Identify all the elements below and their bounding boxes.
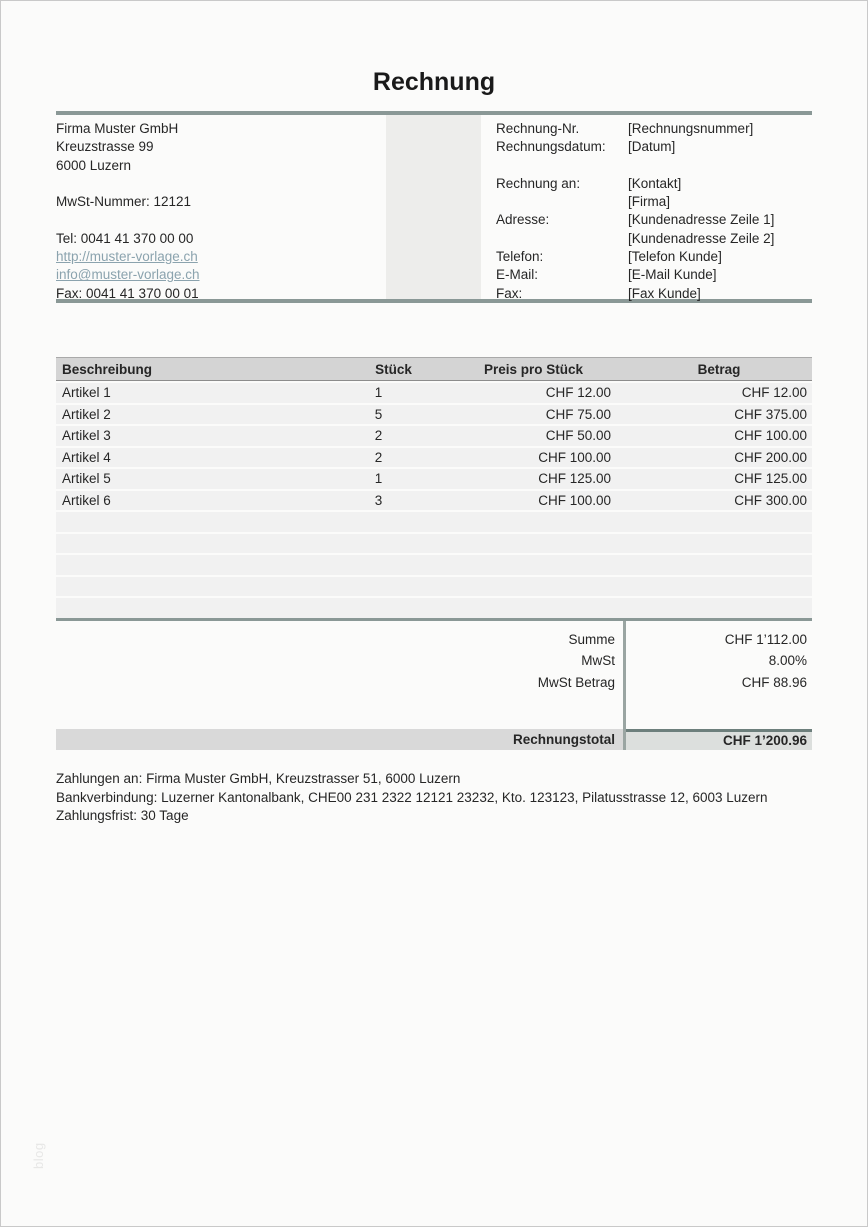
sender-line: MwSt-Nummer: 12121: [56, 194, 192, 210]
cell-qty: [331, 598, 426, 618]
meta-row: [496, 193, 812, 211]
sender-line: [56, 266, 386, 284]
sender-line: Tel: 0041 41 370 00 00: [56, 230, 194, 246]
meta-label: [496, 193, 628, 211]
watermark: blog: [31, 1142, 46, 1169]
meta-value: [Fax Kunde]: [628, 285, 701, 301]
summary-label: MwSt Betrag: [537, 674, 615, 690]
cell-qty: [331, 534, 426, 554]
sender-line: 6000 Luzern: [56, 157, 132, 173]
sender-line: [56, 248, 386, 266]
sender-line: Firma Muster GmbH: [56, 121, 179, 136]
cell-amount: CHF 300.00: [734, 492, 807, 508]
total-row: [56, 729, 812, 750]
cell-description: Artikel 4: [62, 449, 111, 465]
cell-unit-price: CHF 100.00: [538, 449, 611, 465]
meta-row: [496, 248, 812, 266]
cell-qty: 5: [374, 406, 383, 422]
items-table-body: [56, 383, 812, 618]
meta-label: Fax:: [496, 285, 523, 301]
meta-label: E-Mail:: [496, 267, 539, 283]
meta-row: [496, 175, 812, 193]
summary-value: CHF 1’112.00: [724, 631, 807, 647]
cell-amount: CHF 200.00: [734, 449, 807, 465]
table-row: [56, 426, 812, 446]
meta-label: [496, 157, 628, 175]
summary-label: Summe: [568, 631, 615, 647]
cell-description: [56, 512, 331, 532]
cell-amount: [621, 598, 812, 618]
header-betrag: Betrag: [697, 362, 741, 377]
cell-amount: CHF 12.00: [741, 385, 807, 400]
sender-line: Fax: 0041 41 370 00 01: [56, 285, 199, 301]
sender-line: Kreuzstrasse 99: [56, 139, 154, 155]
cell-amount: CHF 125.00: [734, 471, 807, 486]
meta-value: [E-Mail Kunde]: [628, 267, 717, 283]
table-row: [56, 469, 812, 489]
summary-rows: [56, 629, 812, 694]
cell-unit-price: [426, 534, 621, 554]
sender-line: [56, 211, 386, 229]
cell-amount: [621, 555, 812, 575]
table-row-empty: [56, 577, 812, 597]
table-row-empty: [56, 598, 812, 618]
summary-value: 8.00%: [768, 653, 807, 668]
cell-qty: [331, 512, 426, 532]
meta-row: [496, 120, 812, 138]
header-stueck: Stück: [375, 362, 412, 377]
cell-description: Artikel 2: [62, 406, 111, 422]
table-row-empty: [56, 534, 812, 554]
items-table-header: [56, 357, 812, 381]
cell-description: [56, 555, 331, 575]
cell-description: Artikel 5: [62, 471, 111, 486]
meta-value: [Kundenadresse Zeile 2]: [628, 230, 775, 246]
meta-value: [Telefon Kunde]: [628, 249, 722, 265]
meta-row: [496, 230, 812, 248]
cell-unit-price: CHF 100.00: [538, 492, 611, 508]
summary-row: [56, 629, 812, 651]
meta-value: [Datum]: [628, 139, 676, 155]
cell-unit-price: CHF 12.00: [545, 385, 611, 400]
table-row: [56, 383, 812, 403]
meta-label: [496, 230, 628, 248]
meta-label: Adresse:: [496, 212, 550, 228]
meta-label: Rechnungsdatum:: [496, 139, 606, 155]
payment-info: [56, 770, 812, 826]
cell-amount: [621, 512, 812, 532]
meta-label: Rechnung-Nr.: [496, 121, 580, 136]
meta-row: [496, 157, 812, 175]
address-section: [56, 115, 812, 299]
cell-qty: 1: [374, 385, 383, 400]
table-row: [56, 405, 812, 425]
cell-amount: [621, 577, 812, 597]
cell-amount: CHF 375.00: [734, 406, 807, 422]
payment-info-line: Bankverbindung: Luzerner Kantonalbank, CHE00 231 2322 12121 23232, Kto. 123123, Pilatusstrasse 12, 6003 Luzern: [56, 789, 768, 805]
cell-description: Artikel 3: [62, 428, 111, 443]
meta-row: [496, 285, 812, 303]
meta-value: [Kundenadresse Zeile 1]: [628, 212, 775, 228]
summary-section: [56, 621, 812, 751]
cell-unit-price: CHF 75.00: [545, 406, 611, 422]
summary-row: [56, 650, 812, 672]
summary-label: MwSt: [581, 653, 615, 668]
cell-qty: [331, 577, 426, 597]
cell-description: Artikel 1: [62, 385, 111, 400]
cell-description: [56, 534, 331, 554]
payment-info-line: Zahlungen an: Firma Muster GmbH, Kreuzstrasser 51, 6000 Luzern: [56, 771, 461, 786]
total-value: CHF 1’200.96: [623, 729, 812, 750]
sender-line: [56, 175, 386, 193]
meta-row: [496, 266, 812, 284]
header-preis: Preis pro Stück: [483, 362, 584, 377]
summary-spacer: [56, 693, 812, 729]
cell-unit-price: CHF 50.00: [545, 428, 611, 443]
meta-value: [Kontakt]: [628, 175, 682, 191]
sender-link[interactable]: info@muster-vorlage.ch: [56, 267, 200, 283]
cell-qty: 2: [374, 428, 383, 443]
meta-label: Rechnung an:: [496, 175, 581, 191]
cell-description: [56, 577, 331, 597]
cell-unit-price: [426, 555, 621, 575]
meta-value: [628, 157, 812, 175]
page-title: Rechnung: [372, 68, 496, 96]
cell-qty: 2: [374, 449, 383, 465]
meta-value: [Firma]: [628, 194, 670, 210]
meta-label: Telefon:: [496, 249, 544, 265]
sender-link[interactable]: http://muster-vorlage.ch: [56, 249, 198, 265]
total-label: Rechnungstotal: [56, 729, 623, 750]
meta-row: [496, 138, 812, 156]
sender-block: [56, 115, 386, 299]
table-row-empty: [56, 555, 812, 575]
cell-amount: CHF 100.00: [734, 428, 807, 443]
cell-qty: 1: [374, 471, 383, 486]
cell-qty: [331, 555, 426, 575]
cell-amount: [621, 534, 812, 554]
table-row-empty: [56, 512, 812, 532]
summary-row: [56, 672, 812, 694]
invoice-meta-block: [481, 115, 812, 299]
cell-description: [56, 598, 331, 618]
cell-description: Artikel 6: [62, 492, 111, 508]
summary-value: CHF 88.96: [741, 674, 807, 690]
payment-info-line: Zahlungsfrist: 30 Tage: [56, 808, 189, 824]
meta-value: [Rechnungsnummer]: [628, 121, 754, 136]
cell-qty: 3: [374, 492, 383, 508]
header-beschreibung: Beschreibung: [62, 362, 153, 377]
address-divider-band: [386, 115, 481, 299]
cell-unit-price: [426, 598, 621, 618]
cell-unit-price: [426, 577, 621, 597]
table-row: [56, 491, 812, 511]
items-table: [56, 357, 812, 618]
cell-unit-price: [426, 512, 621, 532]
table-row: [56, 448, 812, 468]
meta-row: [496, 211, 812, 229]
summary-divider-line: [623, 621, 626, 751]
cell-unit-price: CHF 125.00: [538, 471, 611, 486]
